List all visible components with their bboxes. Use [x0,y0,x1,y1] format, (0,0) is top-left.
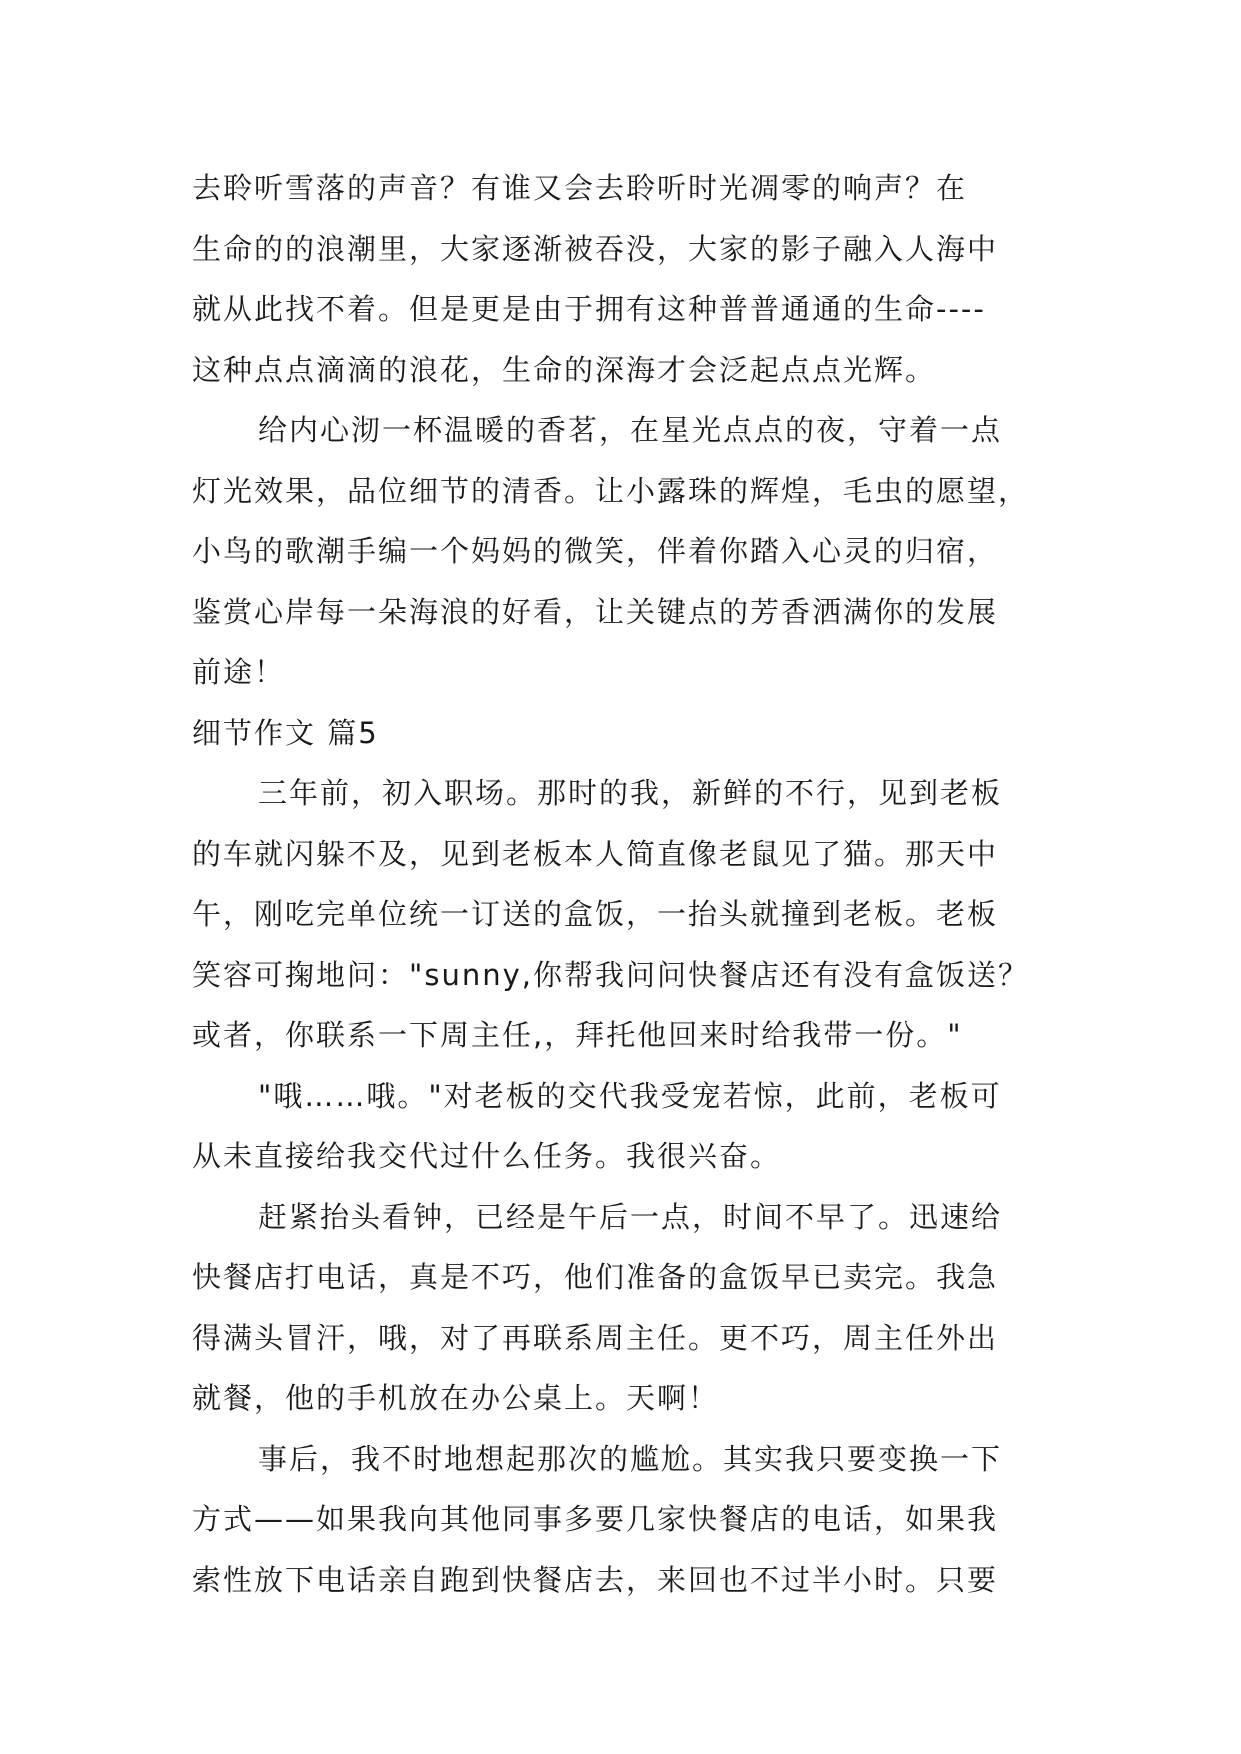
text-line: 小鸟的歌潮手编一个妈妈的微笑，伴着你踏入心灵的归宿， [192,534,999,568]
text-line: 细节作文 篇5 [192,715,379,750]
text-line: 方式——如果我向其他同事多要几家快餐店的电话，如果我 [192,1502,999,1536]
text-line: 生命的的浪潮里，大家逐渐被吞没，大家的影子融入人海中 [192,231,999,266]
text-line: 去聆听雪落的声音？有谁又会去聆听时光凋零的响声？在 [192,171,968,205]
text-line: 从未直接给我交代过什么任务。我很兴奋。 [192,1139,782,1173]
document-body [192,158,1072,1610]
text-line: 或者，你联系一下周主任,，拜托他回来时给我带一份。" [192,1018,963,1052]
text-line: 灯光效果，品位细节的清香。让小露珠的辉煌，毛虫的愿望， [192,473,1030,508]
text-line: 给内心沏一杯温暖的香茗，在星光点点的夜，守着一点 [258,413,1003,447]
text-line: 鉴赏心岸每一朵海浪的好看，让关键点的芳香洒满你的发展 [192,594,999,629]
text-line: 快餐店打电话，真是不巧，他们准备的盒饭早已卖完。我急 [192,1260,999,1294]
text-line: 三年前，初入职场。那时的我，新鲜的不行，见到老板 [258,776,1003,810]
text-line: 就从此找不着。但是更是由于拥有这种普普通通的生命---- [192,292,986,326]
text-line: 的车就闪躲不及，见到老板本人简直像老鼠见了猫。那天中 [192,836,999,871]
text-line: 午，刚吃完单位统一订送的盒饭，一抬头就撞到老板。老板 [192,897,999,931]
text-line: 笑容可掬地问："sunny,你帮我问问快餐店还有没有盒饭送？ [192,957,1029,992]
text-line: 这种点点滴滴的浪花，生命的深海才会泛起点点光辉。 [192,352,937,387]
text-line: 索性放下电话亲自跑到快餐店去，来回也不过半小时。只要 [192,1562,999,1597]
text-line: 前途！ [192,655,286,689]
text-line: 赶紧抬头看钟，已经是午后一点，时间不早了。迅速给 [258,1199,1003,1234]
text-line: "哦……哦。"对老板的交代我受宠若惊，此前，老板可 [258,1078,1002,1113]
text-line: 得满头冒汗，哦，对了再联系周主任。更不巧，周主任外出 [192,1320,999,1355]
text-line: 事后，我不时地想起那次的尴尬。其实我只要变换一下 [258,1441,1003,1476]
text-line: 就餐，他的手机放在办公桌上。天啊！ [192,1381,720,1415]
